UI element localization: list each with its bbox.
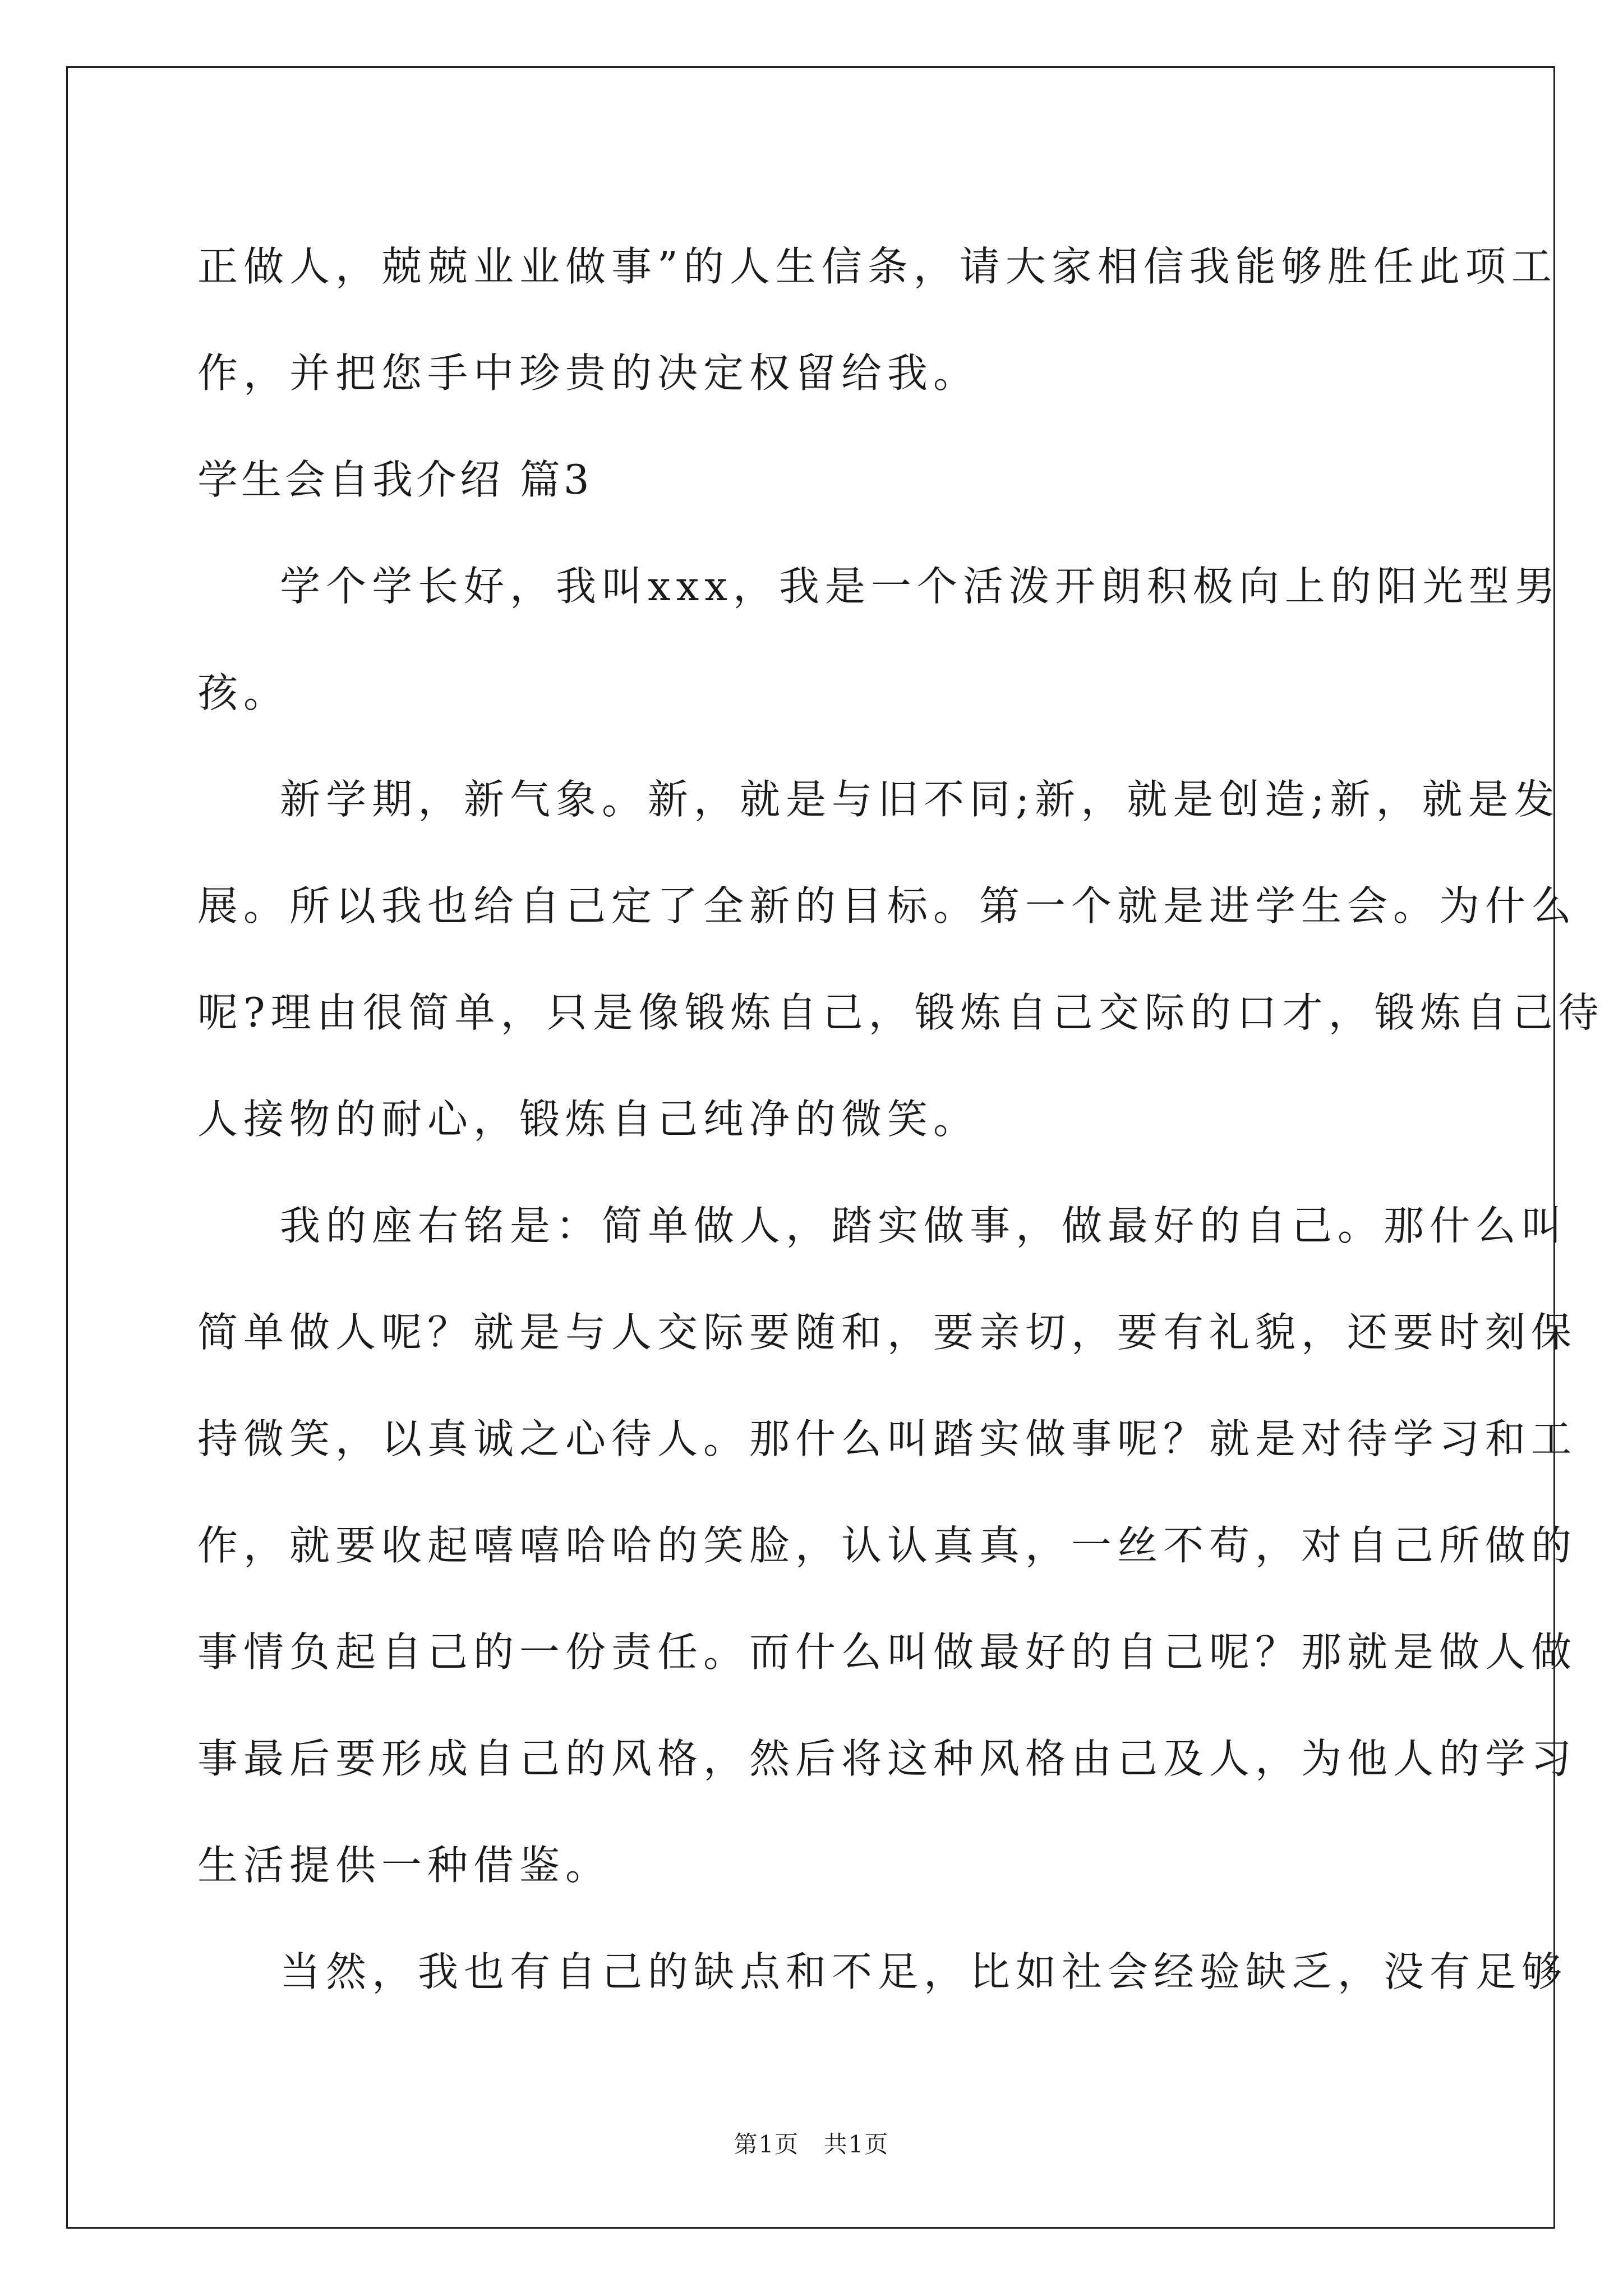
page-footer <box>0 2126 1623 2160</box>
text-line: 简单做人呢？就是与人交际要随和，要亲切，要有礼貌，还要时刻保 <box>197 1309 1578 1356</box>
text-line: 孩。 <box>197 669 290 716</box>
text-line: 作，就要收起嘻嘻哈哈的笑脸，认认真真，一丝不苟，对自己所做的 <box>197 1522 1578 1569</box>
text-line: 我的座右铭是：简单做人，踏实做事，做最好的自己。那什么叫 <box>280 1202 1568 1249</box>
document-body <box>197 213 1604 2025</box>
text-line: 作，并把您手中珍贵的决定权留给我。 <box>197 349 980 397</box>
page-number: 第1页 <box>734 2131 800 2158</box>
text-line: 当然，我也有自己的缺点和不足，比如社会经验缺乏，没有足够 <box>280 1948 1568 1995</box>
text-line: 学个学长好，我叫xxx，我是一个活泼开朗积极向上的阳光型男 <box>280 563 1561 610</box>
page-total: 共1页 <box>823 2131 889 2158</box>
text-line: 展。所以我也给自己定了全新的目标。第一个就是进学生会。为什么 <box>197 882 1578 930</box>
text-line: 持微笑，以真诚之心待人。那什么叫踏实做事呢？就是对待学习和工 <box>197 1415 1578 1462</box>
text-line: 事最后要形成自己的风格，然后将这种风格由己及人，为他人的学习 <box>197 1735 1578 1782</box>
text-line: 人接物的耐心，锻炼自己纯净的微笑。 <box>197 1096 980 1143</box>
text-line: 正做人，兢兢业业做事”的人生信条，请大家相信我能够胜任此项工 <box>197 243 1557 290</box>
text-line: 呢?理由很简单，只是像锻炼自己，锻炼自己交际的口才，锻炼自己待 <box>197 989 1604 1036</box>
text-line: 事情负起自己的一份责任。而什么叫做最好的自己呢？那就是做人做 <box>197 1628 1578 1676</box>
text-line: 新学期，新气象。新，就是与旧不同;新，就是创造;新，就是发 <box>280 776 1560 823</box>
text-line: 生活提供一种借鉴。 <box>197 1842 612 1889</box>
section-heading: 学生会自我介绍 篇3 <box>197 456 593 503</box>
